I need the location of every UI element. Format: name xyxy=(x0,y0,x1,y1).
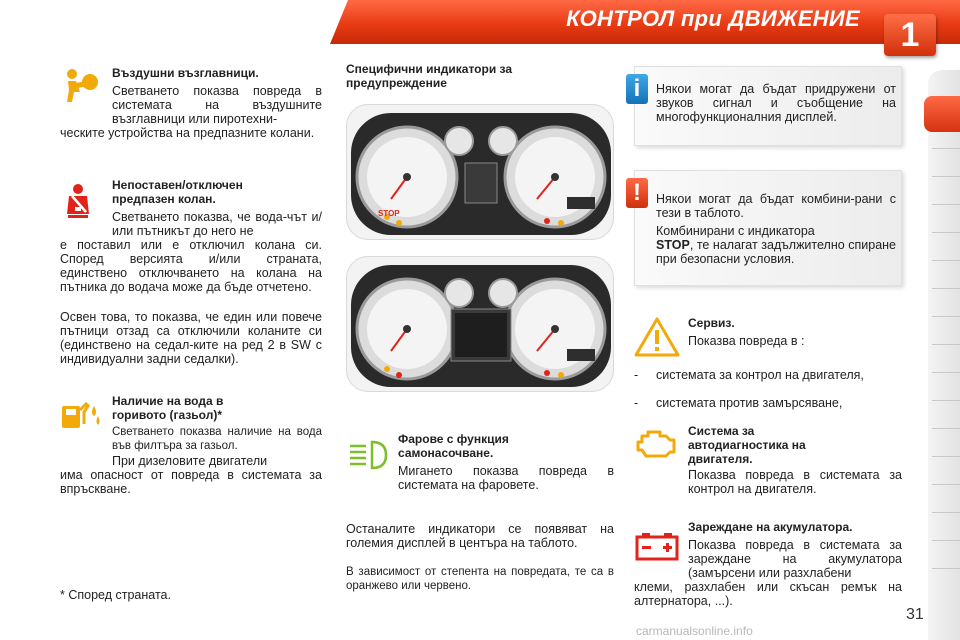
engine-title-2: автодиагностика на xyxy=(688,438,806,452)
section-title-2: предупреждение xyxy=(346,76,447,90)
chapter-tab-rail xyxy=(928,70,960,640)
watermark: carmanualsonline.info xyxy=(636,624,753,638)
info-icon: i xyxy=(626,74,648,104)
warning-text-2a: Комбинирани с индикатора xyxy=(656,224,815,238)
list-bullet: - xyxy=(634,368,639,382)
water-body-2: има опасност от повреда в системата за впръскване. xyxy=(60,468,322,496)
section-title-1: Специфични индикатори за xyxy=(346,62,513,76)
page-number: 31 xyxy=(906,606,924,623)
list-bullet: - xyxy=(634,396,639,410)
seatbelt-icon xyxy=(60,182,96,222)
warning-text-1: Някои могат да бъдат комбини-рани с тези в таблото. xyxy=(656,192,896,220)
footnote: * Според страната. xyxy=(60,588,171,602)
instrument-cluster-2 xyxy=(346,256,614,392)
info-note-text: Някои могат да бъдат придружени от звуков сигнал и съобщение на многофункционалния дисплей. xyxy=(656,82,896,124)
battery-title: Зареждане на акумулатора. xyxy=(688,520,853,534)
service-body: Показва повреда в : xyxy=(688,334,805,348)
rail-divider xyxy=(932,260,960,261)
instrument-cluster-1 xyxy=(346,104,614,240)
chapter-badge[interactable]: 1 xyxy=(884,14,936,56)
seatbelt-title-1: Непоставен/отключен xyxy=(112,178,243,192)
water-body-2-lead: При дизеловите двигатели xyxy=(112,454,268,468)
airbags-title: Въздушни възглавници. xyxy=(112,66,259,80)
seatbelt-body-cont: е поставил или е отключил колана си. Според версията и/или страната, единствено отключването на колана на пътника до водача може да бъде отчетено. xyxy=(60,238,322,294)
headlamp-body: Мигането показва повреда в системата на фаровете. xyxy=(398,464,614,492)
warning-text-2b: , те налагат задължително спиране при безопасни условия. xyxy=(656,238,896,266)
rail-divider xyxy=(932,316,960,317)
rail-divider xyxy=(932,484,960,485)
battery-body-cont: клеми, разхлабен или скъсан ремък на алтернатора, ...). xyxy=(634,580,902,608)
water-title-2: горивото (газьол)* xyxy=(112,408,222,422)
headlamp-title-1: Фарове с функция xyxy=(398,432,509,446)
rail-divider xyxy=(932,400,960,401)
rail-divider xyxy=(932,148,960,149)
rail-divider xyxy=(932,540,960,541)
exclamation-icon: ! xyxy=(626,178,648,208)
rail-divider xyxy=(932,512,960,513)
water-in-fuel-icon xyxy=(60,398,104,430)
paragraph-2: В зависимост от степента на повредата, те са в оранжево или червено. xyxy=(346,566,614,592)
warning-stop-label: STOP xyxy=(656,238,690,252)
headlamp-icon xyxy=(346,438,390,472)
airbags-body: Светването показва повреда в системата на въздушните възглавници или пиротехни- xyxy=(112,84,322,126)
seatbelt-title-2: предпазен колан. xyxy=(112,192,216,206)
stop-indicator: STOP xyxy=(378,209,400,218)
seatbelt-body: Светването показва, че вода-чът и/или пътникът до него не xyxy=(112,210,322,238)
engine-icon xyxy=(634,428,680,460)
water-title-1: Наличие на вода в xyxy=(112,394,224,408)
rail-divider xyxy=(932,568,960,569)
service-item-2: системата против замърсяване, xyxy=(656,396,843,410)
battery-body: Показва повреда в системата за зареждане на акумулатора (замърсени или разхлабени xyxy=(688,538,902,580)
headlamp-title-2: самонасочване. xyxy=(398,446,494,460)
service-title: Сервиз. xyxy=(688,316,735,330)
engine-body: Показва повреда в системата за контрол на двигателя. xyxy=(688,468,902,496)
rail-divider xyxy=(932,372,960,373)
battery-icon xyxy=(634,530,680,562)
rail-divider xyxy=(932,204,960,205)
paragraph-1: Останалите индикатори се появяват на големия дисплей в центъра на таблото. xyxy=(346,522,614,550)
engine-title-3: двигателя. xyxy=(688,452,753,466)
page-title: КОНТРОЛ при ДВИЖЕНИЕ xyxy=(566,6,860,31)
water-body: Светването показва наличие на вода във филтъра за газьол. xyxy=(112,426,322,452)
rail-divider xyxy=(932,428,960,429)
airbags-body-cont: ческите устройства на предпазните колани. xyxy=(60,126,315,140)
warning-triangle-icon xyxy=(634,316,680,358)
rail-divider xyxy=(932,456,960,457)
rail-divider xyxy=(932,232,960,233)
warning-text-2 xyxy=(656,224,896,266)
airbag-icon xyxy=(60,66,100,106)
service-item-1: системата за контрол на двигателя, xyxy=(656,368,864,382)
rail-divider xyxy=(932,288,960,289)
rail-divider xyxy=(932,344,960,345)
rail-divider xyxy=(932,176,960,177)
engine-title-1: Система за xyxy=(688,424,755,438)
seatbelt-body-2: Освен това, то показва, че един или повече пътници отзад са отключили коланите си (единствено на седал-ките на ред 2 в SW с индивидуални задни седалки). xyxy=(60,310,322,366)
chapter-tab-active[interactable] xyxy=(924,96,960,132)
